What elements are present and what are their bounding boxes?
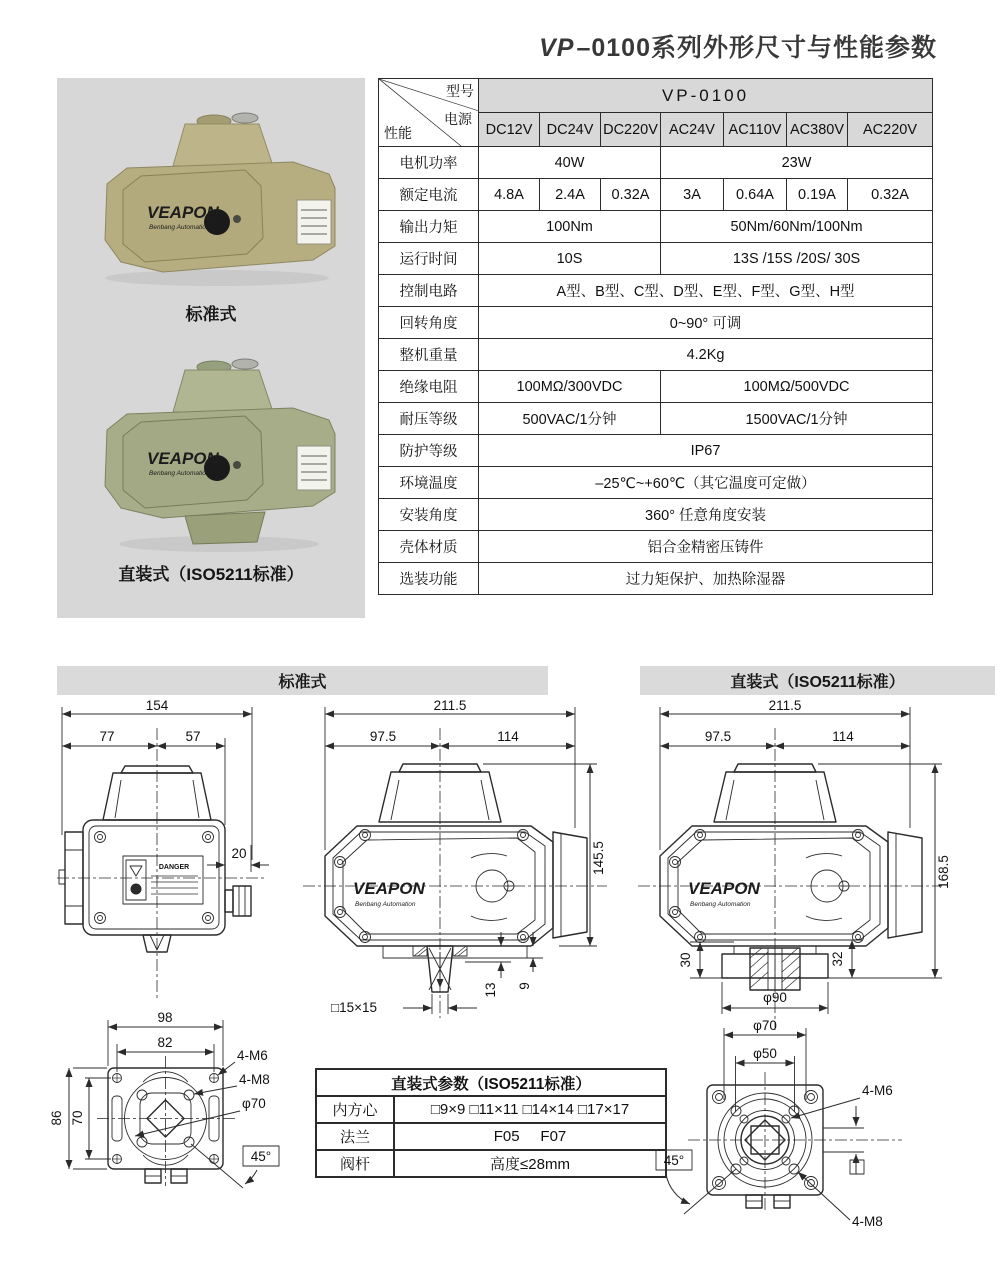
- warning-label: [297, 446, 331, 490]
- spec-cell: 1500VAC/1分钟: [661, 403, 933, 435]
- spec-row: [379, 211, 933, 243]
- spec-cell: 100MΩ/300VDC: [479, 371, 661, 403]
- iso-row-value: F05 F07: [394, 1123, 666, 1150]
- brand-logo: VEAPON: [353, 879, 425, 898]
- callout-4-m6: 4-M6: [862, 1083, 893, 1098]
- spec-cell: 4.2Kg: [479, 339, 933, 371]
- spec-cell: 0.32A: [848, 179, 933, 211]
- dim-168-5: 168.5: [936, 855, 951, 889]
- spec-cell: A型、B型、C型、D型、E型、F型、G型、H型: [479, 275, 933, 307]
- iso-row-label: 内方心: [316, 1096, 394, 1123]
- spec-row: [379, 179, 933, 211]
- brand-logo: VEAPON: [147, 449, 219, 468]
- callout-45deg: 45°: [663, 1153, 685, 1168]
- spec-cell: 100Nm: [479, 211, 661, 243]
- photo-caption-standard: 标准式: [185, 305, 237, 324]
- dim-32: 32: [830, 951, 845, 967]
- spec-cell: 10S: [479, 243, 661, 275]
- iso-table-row: [316, 1123, 666, 1150]
- photo-standard-actuator: [67, 92, 355, 292]
- indicator-screw-icon: [233, 215, 241, 223]
- spec-cell: 360° 任意角度安装: [479, 499, 933, 531]
- dim-phi70: φ70: [753, 1018, 777, 1033]
- dim-30: 30: [678, 952, 693, 968]
- photo-caption-direct: 直装式（ISO5211标准）: [118, 565, 304, 584]
- spec-col-header: AC110V: [724, 113, 787, 147]
- spec-cell: 0.64A: [724, 179, 787, 211]
- callout-4-m8: 4-M8: [852, 1214, 883, 1229]
- spec-cell: 过力矩保护、加热除湿器: [479, 563, 933, 595]
- iso-flange: [185, 512, 265, 544]
- dim-13: 13: [483, 982, 498, 998]
- top-gland-metal-icon: [232, 113, 258, 123]
- section-bar-direct: 直装式（ISO5211标准）: [640, 666, 995, 695]
- spec-row-label: 输出力矩: [379, 211, 479, 243]
- spec-row: [379, 499, 933, 531]
- spec-col-header: AC220V: [848, 113, 933, 147]
- photo-direct-actuator: [67, 340, 355, 555]
- brand-sub: Benbang Automation: [355, 901, 416, 908]
- spec-row: [379, 371, 933, 403]
- corner-power-label: 电源: [444, 111, 472, 127]
- iso-row-value: □9×9 □11×11 □14×14 □17×17: [394, 1096, 666, 1123]
- dim-77: 77: [99, 729, 115, 744]
- dim-211-5: 211.5: [768, 700, 802, 713]
- dim-154: 154: [145, 700, 169, 713]
- spec-row: [379, 531, 933, 563]
- spec-col-header: DC24V: [540, 113, 601, 147]
- brand-sub: Benbang Automation: [690, 901, 751, 908]
- spec-row: [379, 403, 933, 435]
- product-photo-panel: [57, 78, 365, 618]
- dim-82: 82: [157, 1035, 173, 1050]
- spec-cell: 铝合金精密压铸件: [479, 531, 933, 563]
- spec-row-label: 控制电路: [379, 275, 479, 307]
- spec-cell: 0~90° 可调: [479, 307, 933, 339]
- warning-label: [297, 200, 331, 244]
- spec-row-label: 整机重量: [379, 339, 479, 371]
- callout-phi70: φ70: [242, 1096, 266, 1111]
- spec-row: [379, 243, 933, 275]
- callout-4-m6: 4-M6: [237, 1048, 268, 1063]
- spec-cell: 2.4A: [540, 179, 601, 211]
- spec-cell: 0.19A: [787, 179, 848, 211]
- spec-cell: 3A: [661, 179, 724, 211]
- brand-logo: VEAPON: [688, 879, 760, 898]
- spec-corner-cell: [379, 79, 479, 147]
- actuator-cap: [173, 124, 273, 166]
- spec-cell: 4.8A: [479, 179, 540, 211]
- brand-sub: Benbang Automation: [149, 224, 210, 231]
- actuator-cap: [173, 370, 273, 412]
- dim-phi50: φ50: [753, 1046, 777, 1061]
- spec-row-label: 回转角度: [379, 307, 479, 339]
- spec-cell: –25℃~+60℃（其它温度可定做）: [479, 467, 933, 499]
- spec-row: [379, 563, 933, 595]
- spec-row: [379, 435, 933, 467]
- dim-97-5: 97.5: [369, 729, 397, 744]
- iso-params-table: [315, 1068, 667, 1178]
- dim-57: 57: [185, 729, 201, 744]
- spec-row: [379, 339, 933, 371]
- dim-70: 70: [70, 1110, 85, 1126]
- spec-row-label: 壳体材质: [379, 531, 479, 563]
- section-bar-standard: 标准式: [57, 666, 548, 695]
- spec-cell: 50Nm/60Nm/100Nm: [661, 211, 933, 243]
- iso-table-title: 直装式参数（ISO5211标准）: [316, 1069, 666, 1096]
- drawing-standard-bottom: [45, 1008, 325, 1258]
- dim-9: 9: [517, 982, 532, 990]
- page-title: [0, 28, 937, 64]
- spec-row-label: 选装功能: [379, 563, 479, 595]
- photo-shadow: [105, 270, 329, 286]
- spec-row: [379, 307, 933, 339]
- dim-20: 20: [231, 846, 247, 861]
- spec-row-label: 安装角度: [379, 499, 479, 531]
- dim-97-5: 97.5: [704, 729, 732, 744]
- corner-perf-label: 性能: [384, 125, 412, 141]
- danger-label: DANGER: [158, 864, 190, 871]
- spec-col-header: AC380V: [787, 113, 848, 147]
- spec-row: [379, 147, 933, 179]
- drawing-standard-side: [295, 700, 635, 1060]
- spec-col-header: DC12V: [479, 113, 540, 147]
- spec-row-label: 耐压等级: [379, 403, 479, 435]
- spec-cell: IP67: [479, 435, 933, 467]
- page-title-rest: –0100系列外形尺寸与性能参数: [576, 34, 937, 62]
- drawing-standard-front: [55, 700, 325, 1020]
- spec-cell: 100MΩ/500VDC: [661, 371, 933, 403]
- indicator-screw-icon: [233, 461, 241, 469]
- dim-114: 114: [497, 729, 519, 744]
- spec-col-header: AC24V: [661, 113, 724, 147]
- spec-row-label: 运行时间: [379, 243, 479, 275]
- iso-row-label: 法兰: [316, 1123, 394, 1150]
- spec-table: [378, 78, 933, 595]
- dim-phi90: φ90: [763, 990, 787, 1005]
- brand-logo: VEAPON: [147, 203, 219, 222]
- spec-cell: 500VAC/1分钟: [479, 403, 661, 435]
- corner-model-label: 型号: [446, 83, 474, 99]
- spec-cell: 13S /15S /20S/ 30S: [661, 243, 933, 275]
- spec-row-label: 防护等级: [379, 435, 479, 467]
- dim-86: 86: [49, 1110, 64, 1126]
- spec-model-value: VP-0100: [479, 79, 933, 113]
- spec-row: [379, 467, 933, 499]
- iso-table-row: [316, 1150, 666, 1177]
- dim-145-5: 145.5: [591, 841, 606, 875]
- shaft-15x15: □15×15: [331, 1000, 378, 1015]
- iso-table-header: [316, 1069, 666, 1096]
- spec-header-row-model: [379, 79, 933, 113]
- top-gland-metal-icon: [232, 359, 258, 369]
- spec-row-label: 额定电流: [379, 179, 479, 211]
- callout-45deg: 45°: [250, 1149, 272, 1164]
- drawing-iso-bottom: [650, 1000, 1000, 1262]
- spec-cell: 23W: [661, 147, 933, 179]
- spec-row-label: 环境温度: [379, 467, 479, 499]
- spec-cell: 40W: [479, 147, 661, 179]
- iso-row-label: 阀杆: [316, 1150, 394, 1177]
- callout-4-m8: 4-M8: [239, 1072, 270, 1087]
- dim-114: 114: [832, 729, 854, 744]
- spec-row-label: 电机功率: [379, 147, 479, 179]
- iso-row-value: 高度≤28mm: [394, 1150, 666, 1177]
- dim-211-5: 211.5: [433, 700, 467, 713]
- spec-row: [379, 275, 933, 307]
- brand-sub: Benbang Automation: [149, 470, 210, 477]
- iso-table-row: [316, 1096, 666, 1123]
- spec-row-label: 绝缘电阻: [379, 371, 479, 403]
- spec-cell: 0.32A: [601, 179, 661, 211]
- page-title-vp: VP: [539, 34, 575, 62]
- dim-98: 98: [157, 1010, 173, 1025]
- spec-col-header: DC220V: [601, 113, 661, 147]
